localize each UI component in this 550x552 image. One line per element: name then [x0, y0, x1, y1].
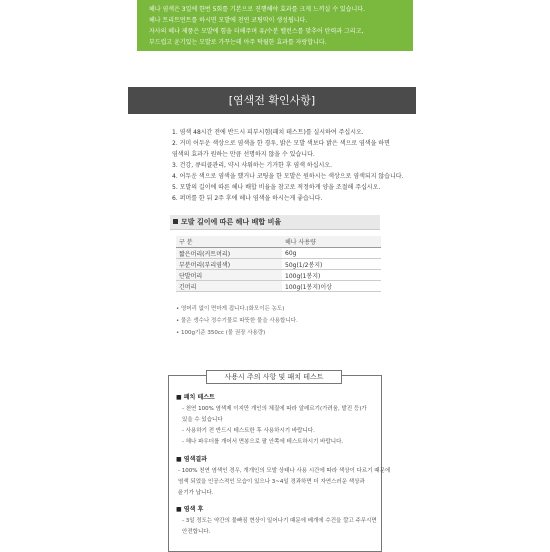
table-cell: 50g(1/2봉지) [282, 259, 381, 270]
instruction-item: 1. 염색 48시간 전에 반드시 피부시험(패치 테스트)를 실시하여 주십시오. [172, 129, 364, 136]
table-cell: 100g(1봉지) [282, 270, 381, 281]
caution-line: 염색 되었을 인공스적인 모습이 있으나 3~4일 경과하면 더 자연스러운 색상과 [178, 479, 365, 485]
table-row [176, 270, 381, 281]
table-row [176, 281, 381, 292]
section-header-title: [염색전 확인사항] [228, 94, 316, 107]
caution-line: - 100% 천연 염색인 경우, 개개인의 모발 상태나 사용 시간에 따라 색상이 다르기 때문에 [178, 468, 391, 474]
instruction-item: 5. 모발의 길이에 따른 헤나 배합 비율을 참고로 적정하게 양을 조절해 주십시오. [172, 184, 381, 191]
usage-note: • 물은 생수나 정수기물로 따뜻한 물을 사용합니다. [176, 318, 298, 324]
mix-ratio-title: 모발 길이에 따른 헤나 배합 비율 [181, 218, 282, 226]
banner-line: 부드럽고 윤기있는 모발로 가꾸는데 아주 탁월한 효과를 자랑합니다. [149, 39, 327, 46]
table-header-cell: 구 분 [176, 236, 282, 248]
instruction-item: 6. 퍼머를 한 뒤 2주 후에 헤나 염색을 하시는게 좋습니다. [172, 195, 323, 202]
usage-note: • 100g기준 350cc (물 권장 사용량) [176, 330, 266, 336]
section-header-bar [128, 87, 416, 114]
table-cell: 단발머리 [176, 270, 282, 281]
instruction-item: 2. 거미 어두운 색상으로 염색을 한 경우, 밝은 모발 색보다 밝은 색으로 염색을 하면 [172, 140, 390, 147]
table-row [176, 248, 381, 259]
table-cell: 60g [282, 248, 381, 259]
table-cell: 부분머리(부리염색) [176, 259, 282, 270]
table-cell: 100g(1봉지)이상 [282, 281, 381, 292]
instruction-item: 3. 건강, 큐티클관리, 약시 샤워하는 기거한 후 염색 하십시오. [172, 162, 333, 169]
instruction-item: 4. 어두운 색으로 염색을 했거나 코팅을 한 모발은 원하시는 색상으로 염색되지 않습니다. [172, 173, 404, 180]
table-header-cell: 헤나 사용량 [282, 236, 381, 248]
mix-ratio-table [176, 236, 381, 292]
caution-line: 있을 수 있습니다 [182, 417, 223, 423]
caution-heading: ■ 패치 테스트 [176, 394, 215, 401]
instruction-item: 염색의 효과가 원하는 만큼 선명하지 않을 수 있습니다. [172, 151, 315, 158]
caution-heading: ■ 염색결과 [176, 456, 207, 463]
usage-note: • 영머리 없이 면마게 접니다.(화모이든 농도) [176, 306, 285, 312]
caution-line: 안전합니다. [182, 529, 211, 535]
square-bullet-icon [173, 219, 178, 224]
table-header-row [176, 236, 381, 248]
caution-heading: ■ 염색 후 [176, 506, 204, 513]
table-cell: 긴머리 [176, 281, 282, 292]
intro-banner [137, 0, 413, 51]
table-cell: 짧은머리(커트머리) [176, 248, 282, 259]
banner-line: 헤나 염색은 3일에 한번 5회를 기본으로 진행해야 효과를 크게 느끼실 수 있습니다. [149, 6, 365, 13]
caution-title: 사용시 주의 사항 및 패치 테스트 [206, 370, 342, 384]
caution-line: 윤기가 납니다. [178, 490, 214, 496]
banner-line: 자사의 헤나 제품은 모발에 힘을 더해주며 유/수분 밸런스를 맞추어 탄력과 그리고, [149, 28, 364, 35]
caution-line: - 사용하기 전 반드시 테스트한 후 사용하시기 바랍니다. [182, 428, 315, 434]
mix-ratio-heading [170, 215, 380, 230]
caution-line: - 천연 100% 염색제 이지만 개인의 체질에 따라 알레르기(가려움, 발진 등)가 [182, 406, 367, 412]
table-row [176, 259, 381, 270]
caution-line: - 3일 정도는 약간의 물빠짐 현상이 일어나기 때문에 베개에 수건을 깔고 주무시면 [182, 518, 377, 524]
caution-line: - 헤나 파우더를 개어서 면봉으로 팔 안쪽에 테스트하시기 바랍니다. [182, 439, 344, 445]
banner-line: 헤나 트리트먼트를 하시면 모발에 천연 코팅막이 생성됩니다. [149, 17, 308, 24]
